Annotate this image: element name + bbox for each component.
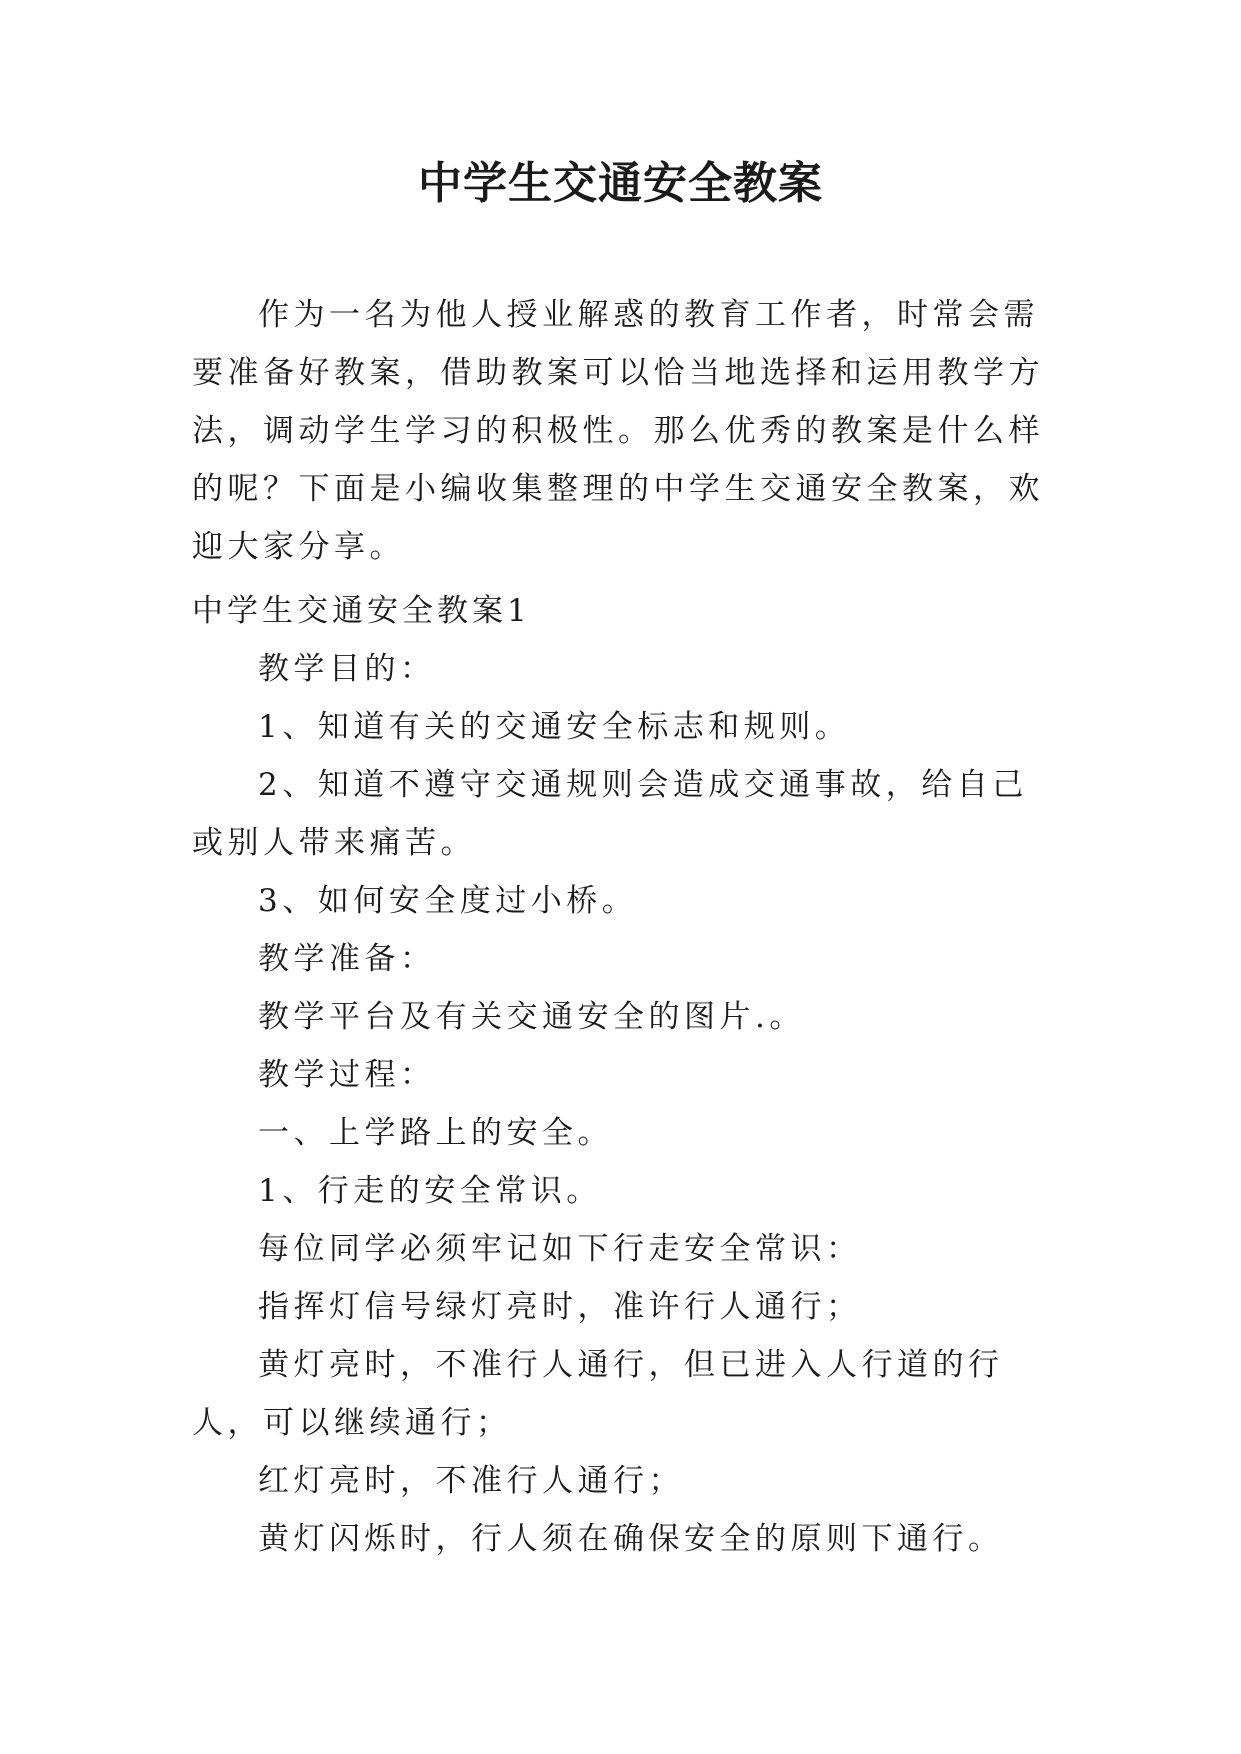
paragraph-goal-2: 2、知道不遵守交通规则会造成交通事故，给自己或别人带来痛苦。 [192,767,1028,861]
paragraph-flashing-yellow: 黄灯闪烁时，行人须在确保安全的原则下通行。 [258,1521,1004,1557]
lesson-body [192,640,1057,1568]
paragraph-goal-3: 3、如何安全度过小桥。 [258,883,638,919]
page-title: 中学生交通安全教案 [418,158,823,209]
intro-paragraph: 作为一名为他人授业解惑的教育工作者，时常会需要准备好教案，借助教案可以恰当地选择和运用教学方法，调动学生学习的积极性。那么优秀的教案是什么样的呢？下面是小编收集整理的中学生交通安全教案，欢迎大家分享。 [192,297,1044,565]
paragraph-rules-intro: 每位同学必须牢记如下行走安全常识： [258,1231,862,1267]
paragraph-green-light: 指挥灯信号绿灯亮时，准许行人通行； [258,1289,862,1325]
paragraph-red-light: 红灯亮时，不准行人通行； [258,1463,684,1499]
paragraph-yellow-light: 黄灯亮时，不准行人通行，但已进入人行道的行人，可以继续通行； [192,1347,1004,1441]
section-heading: 中学生交通安全教案1 [192,593,531,629]
paragraph-goal-1: 1、知道有关的交通安全标志和规则。 [258,709,851,745]
paragraph-preparation-text: 教学平台及有关交通安全的图片.。 [258,999,805,1035]
paragraph-part-one: 一、上学路上的安全。 [258,1115,613,1151]
paragraph-process-label: 教学过程： [258,1057,436,1093]
paragraph-preparation-label: 教学准备： [258,941,436,977]
paragraph-walking-safety: 1、行走的安全常识。 [258,1173,602,1209]
paragraph-teaching-goals-label: 教学目的： [258,651,436,687]
